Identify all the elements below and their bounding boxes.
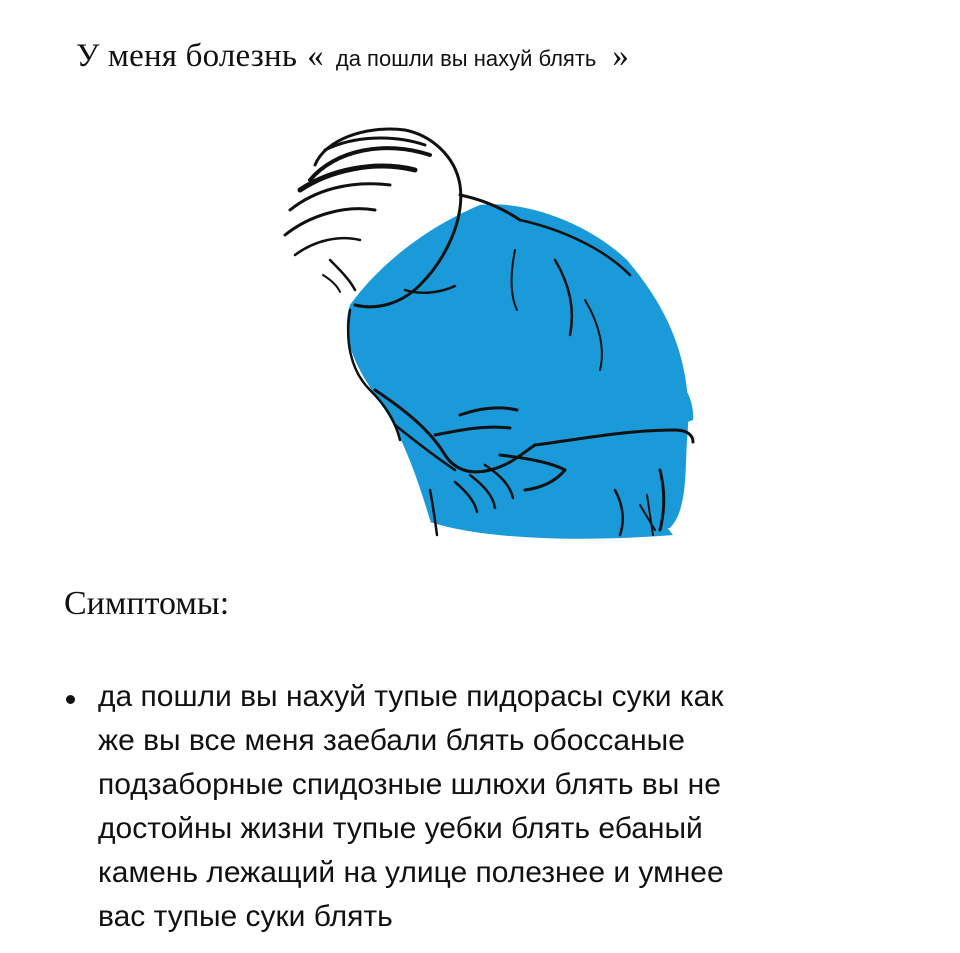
symptoms-heading: Симптомы:	[64, 585, 230, 622]
symptom-line: достойны жизни тупые уебки блять ебаный	[98, 812, 703, 845]
title-main: У меня болезнь	[76, 38, 298, 74]
shirt	[347, 204, 693, 538]
title-quote-close: »	[612, 38, 630, 74]
bullet-dot	[66, 695, 75, 704]
list-item	[62, 675, 922, 939]
symptom-line: да пошли вы нахуй тупые пидорасы суки как	[98, 680, 724, 713]
man-holding-stomach-illustration	[255, 110, 705, 550]
symptom-line: камень лежащий на улице полезнее и умнее	[98, 856, 724, 889]
title-quoted-phrase: да пошли вы нахуй блять	[335, 46, 597, 71]
symptom-line: вас тупые суки блять	[98, 900, 393, 933]
title-quote-open: «	[307, 38, 324, 74]
symptom-line: подзаборные спидозные шлюхи блять вы не	[98, 768, 721, 801]
symptom-line: же вы все меня заебали блять обоссаные	[98, 724, 685, 757]
symptoms-list	[62, 675, 922, 939]
page-title	[76, 38, 936, 88]
